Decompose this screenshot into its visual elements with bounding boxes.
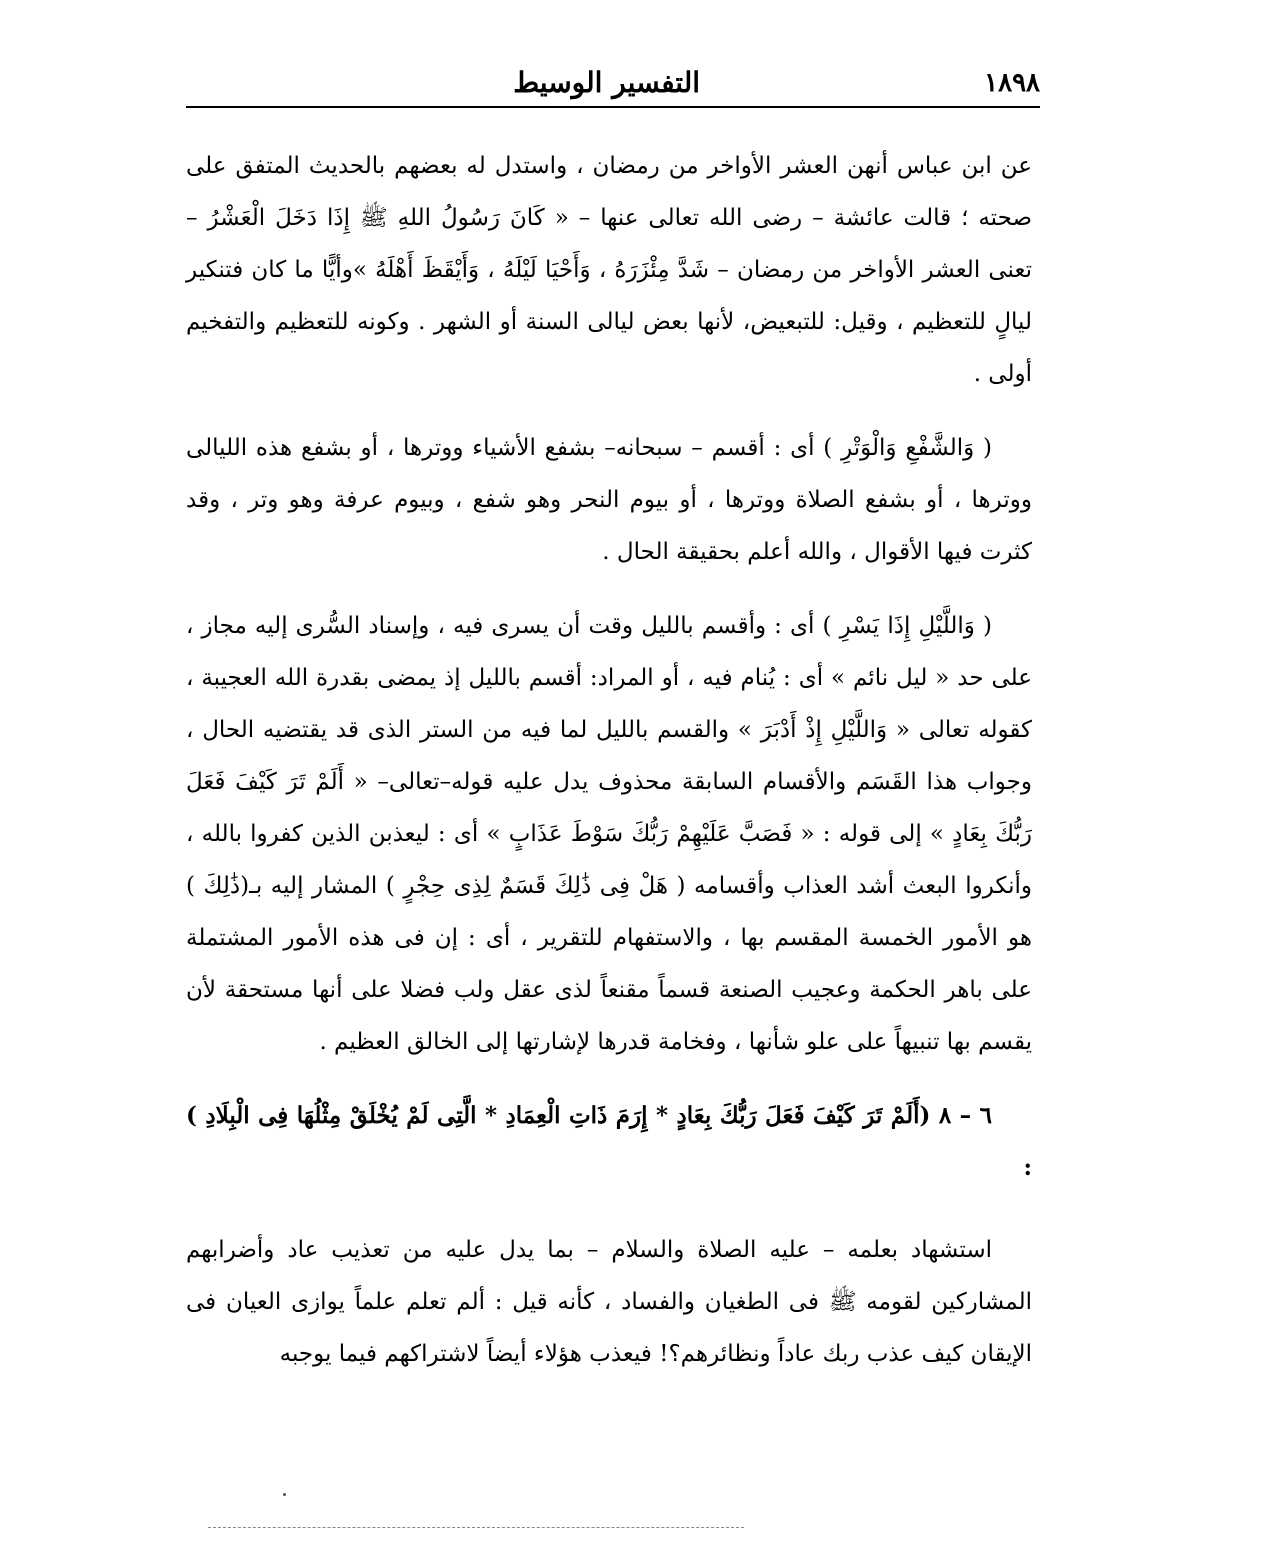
paragraph-hadith: عن ابن عباس أنهن العشر الأواخر من رمضان ، واستدل له بعضهم بالحديث المتفق على صحته ؛ قالت عائشة – رضى الله تعالى عنها – « كَانَ رَسُولُ اللهِ ﷺ إِذَا دَخَلَ الْعَشْرُ – تعنى العشر الأواخر من رمضان – شَدَّ مِئْزَرَهُ ، وَأَحْيَا لَيْلَهُ ، وَأَيْقَظَ أَهْلَهُ »وأيًّا ما كان فتنكير ليالٍ للتعظيم ، وقيل: للتبعيض، لأنها بعض ليالى السنة أو الشهر . وكونه للتعظيم والتفخيم أولى .: [186, 153, 1032, 387]
page-number: ١٨٩٨: [984, 68, 1040, 98]
paragraph-shaf-watr: ( وَالشَّفْعِ وَالْوَتْرِ ) أى : أقسم – سبحانه– بشفع الأشياء ووترها ، أو بشفع هذه الليالى ووترها ، أو بشفع الصلاة ووترها ، أو بيوم النحر وهو شفع ، وبيوم عرفة وهو وتر ، وقد كثرت فيها الأقوال ، والله أعلم بحقيقة الحال .: [186, 435, 1032, 565]
paragraph-layl: ( وَاللَّيْلِ إِذَا يَسْرِ ) أى : وأقسم بالليل وقت أن يسرى فيه ، وإسناد السُّرى إليه مجاز ، على حد « ليل نائم » أى : يُنام فيه ، أو المراد: أقسم بالليل إذ يمضى بقدرة الله العجيبة ، كقوله تعالى « وَاللَّيْلِ إِذْ أَدْبَرَ » والقسم بالليل لما فيه من الستر الذى قد يقتضيه الحال ، وجواب هذا القَسَم والأقسام السابقة محذوف يدل عليه قوله–تعالى– « أَلَمْ تَرَ كَيْفَ فَعَلَ رَبُّكَ بِعَادٍ » إلى قوله : « فَصَبَّ عَلَيْهِمْ رَبُّكَ سَوْطَ عَذَابٍ » أى : ليعذبن الذين كفروا بالله ، وأنكروا البعث أشد العذاب وأقسامه ( هَلْ فِى ذَٰلِكَ قَسَمٌ لِذِى حِجْرٍ ) المشار إليه بـ(ذَٰلِكَ ) هو الأمور الخمسة المقسم بها ، والاستفهام للتقرير ، أى : إن فى هذه الأمور المشتملة على باهر الحكمة وعجيب الصنعة قسماً مقنعاً لذى عقل ولب فضلا على أنها مستحقة لأن يقسم بها تنبيهاً على علو شأنها ، وفخامة قدرها لإشارتها إلى الخالق العظيم .: [186, 613, 1032, 1055]
running-title: التفسير الوسيط: [513, 66, 700, 99]
scan-artifact-line: [208, 1527, 744, 1528]
page-header: [186, 62, 1040, 106]
scan-speck: [283, 1493, 286, 1496]
verse-heading: ٦ – ٨ (أَلَمْ تَرَ كَيْفَ فَعَلَ رَبُّكَ بِعَادٍ * إِرَمَ ذَاتِ الْعِمَادِ * الَّتِى لَمْ يُخْلَقْ مِثْلُهَا فِى الْبِلَادِ ) :: [186, 1102, 1032, 1181]
header-divider: [186, 106, 1040, 108]
body-text: [186, 140, 1032, 1380]
paragraph-istishhad: استشهاد بعلمه – عليه الصلاة والسلام – بما يدل عليه من تعذيب عاد وأضرابهم المشاركين لقومه ﷺ فى الطغيان والفساد ، كأنه قيل : ألم تعلم علماً يوازى العيان فى الإيقان كيف عذب ربك عاداً ونظائرهم؟! فيعذب هؤلاء أيضاً لاشتراكهم فيما يوجبه: [186, 1237, 1032, 1367]
